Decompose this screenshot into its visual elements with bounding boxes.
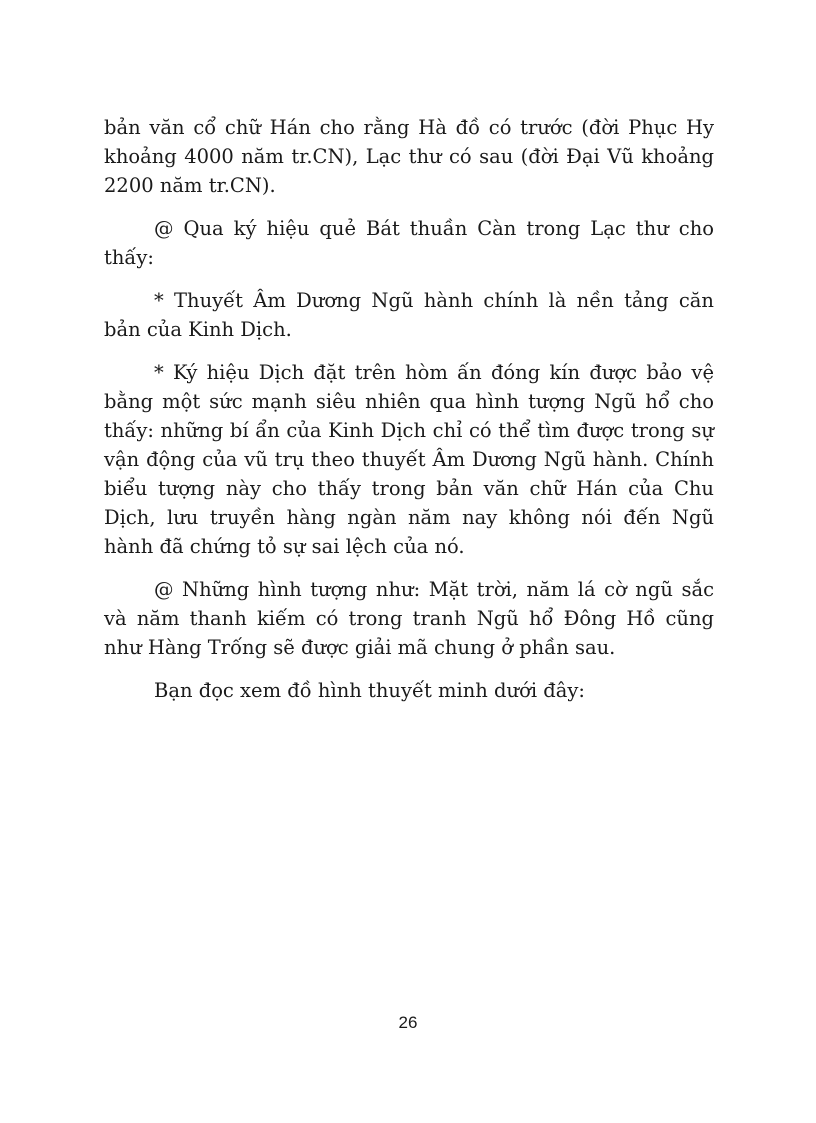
page-body [104, 113, 714, 719]
paragraph-bullet-theory: * Thuyết Âm Dương Ngũ hành chính là nền tảng căn bản của Kinh Dịch. [104, 289, 714, 341]
paragraph-intro-note: @ Qua ký hiệu quẻ Bát thuần Càn trong Lạc thư cho thấy: [104, 217, 714, 269]
paragraph-reader-note: Bạn đọc xem đồ hình thuyết minh dưới đây: [154, 679, 585, 702]
page-number: 26 [398, 1013, 418, 1032]
paragraph-bullet-symbol: * Ký hiệu Dịch đặt trên hòm ấn đóng kín được bảo vệ bằng một sức mạnh siêu nhiên qua hình tượng Ngũ hổ cho thấy: những bí ẩn của Kinh Dịch chỉ có thể tìm được trong sự vận động của vũ trụ theo thuyết Âm Dương Ngũ hành. Chính biểu tượng này cho thấy trong bản văn chữ Hán của Chu Dịch, lưu truyền hàng ngàn năm nay không nói đến Ngũ hành đã chứng tỏ sự sai lệch của nó. [104, 361, 714, 558]
paragraph-continuation: bản văn cổ chữ Hán cho rằng Hà đồ có trước (đời Phục Hy khoảng 4000 năm tr.CN), Lạc thư có sau (đời Đại Vũ khoảng 2200 năm tr.CN). [104, 116, 714, 197]
paragraph-images-note: @ Những hình tượng như: Mặt trời, năm lá cờ ngũ sắc và năm thanh kiếm có trong tranh Ngũ hổ Đông Hồ cũng như Hàng Trống sẽ được giải mã chung ở phần sau. [104, 578, 714, 659]
